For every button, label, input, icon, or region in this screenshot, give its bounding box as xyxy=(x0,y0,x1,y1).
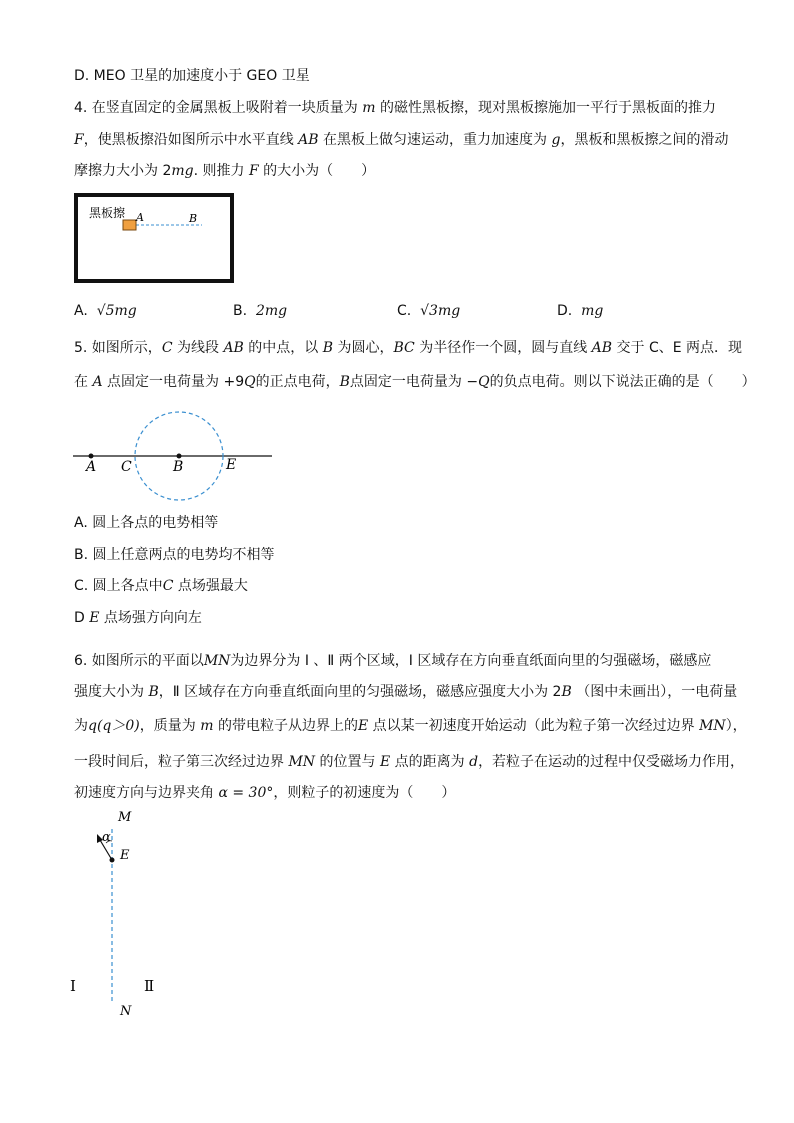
point-e-label: E xyxy=(120,848,130,863)
point-b-label: B xyxy=(189,212,198,225)
q3-option-d: D. MEO 卫星的加速度小于 GEO 卫星 xyxy=(74,68,310,84)
region-1-label: Ⅰ xyxy=(70,977,76,995)
q4-stem-line-1: 4. 在竖直固定的金属黑板上吸附着一块质量为 m 的磁性黑板擦，现对黑板擦施加一平行于黑板面的推力 xyxy=(74,100,716,116)
point-b-label: B xyxy=(173,459,184,475)
q4-option-c[interactable]: C. √3mg xyxy=(397,303,461,319)
q4-stem-line-3: 摩擦力大小为 2mg. 则推力 F 的大小为（ ） xyxy=(74,163,376,179)
q6-stem-line-4: 一段时间后，粒子第三次经过边界 MN 的位置与 E 点的距离为 d，若粒子在运动的过程中仅受磁场力作用， xyxy=(74,754,745,770)
q6-stem-line-1: 6. 如图所示的平面以MN为边界分为 Ⅰ 、Ⅱ 两个区域，Ⅰ 区域存在方向垂直纸面向里的匀强磁场，磁感应 xyxy=(74,653,712,669)
q5-option-d[interactable]: D E 点场强方向向左 xyxy=(74,610,202,626)
point-n-label: N xyxy=(120,1004,132,1019)
region-2-label: Ⅱ xyxy=(144,977,155,995)
point-a-dot xyxy=(89,454,94,459)
q6-stem-line-3: 为q(q＞0)，质量为 m 的带电粒子从边界上的E 点以某一初速度开始运动（此为粒子第一次经过边界 MN）， xyxy=(74,718,747,734)
q5-stem-line-1: 5. 如图所示，C 为线段 AB 的中点，以 B 为圆心，BC 为半径作一个圆，圆与直线 AB 交于 C、E 两点．现 xyxy=(74,340,743,356)
q5-option-c[interactable]: C. 圆上各点中C 点场强最大 xyxy=(74,578,248,594)
point-a-label: A xyxy=(86,459,97,475)
q5-option-b[interactable]: B. 圆上任意两点的电势均不相等 xyxy=(74,547,275,563)
q6-stem-line-2: 强度大小为 B，Ⅱ 区域存在方向垂直纸面向里的匀强磁场，磁感应强度大小为 2B （图中未画出），一电荷量 xyxy=(74,684,738,700)
q4-option-d[interactable]: D. mg xyxy=(557,303,604,319)
eraser xyxy=(123,220,136,230)
q4-stem-line-2: F，使黑板擦沿如图所示中水平直线 AB 在黑板上做匀速运动，重力加速度为 g，黑板和黑板擦之间的滑动 xyxy=(74,132,729,148)
point-a-label: A xyxy=(136,211,144,224)
q6-stem-line-5: 初速度方向与边界夹角 α = 30°，则粒子的初速度为（ ） xyxy=(74,785,456,801)
q5-option-a[interactable]: A. 圆上各点的电势相等 xyxy=(74,515,219,531)
q4-option-a[interactable]: A. √5mg xyxy=(74,303,137,319)
q5-stem-line-2: 在 A 点固定一电荷量为 +9Q的正点电荷，B点固定一电荷量为 −Q的负点电荷。则以下说法正确的是（ ） xyxy=(74,374,756,390)
point-c-label: C xyxy=(121,459,132,475)
q4-blackboard-figure xyxy=(74,193,236,285)
alpha-label: α xyxy=(102,830,111,845)
q6-boundary-figure xyxy=(60,805,170,1020)
point-e-label: E xyxy=(226,457,237,473)
point-b-dot xyxy=(177,454,182,459)
point-m-label: M xyxy=(118,810,132,825)
q5-circle-figure xyxy=(70,408,275,503)
point-e-dot xyxy=(110,858,115,863)
q4-option-b[interactable]: B. 2mg xyxy=(233,303,288,319)
eraser-label: 黑板擦 xyxy=(89,206,126,220)
